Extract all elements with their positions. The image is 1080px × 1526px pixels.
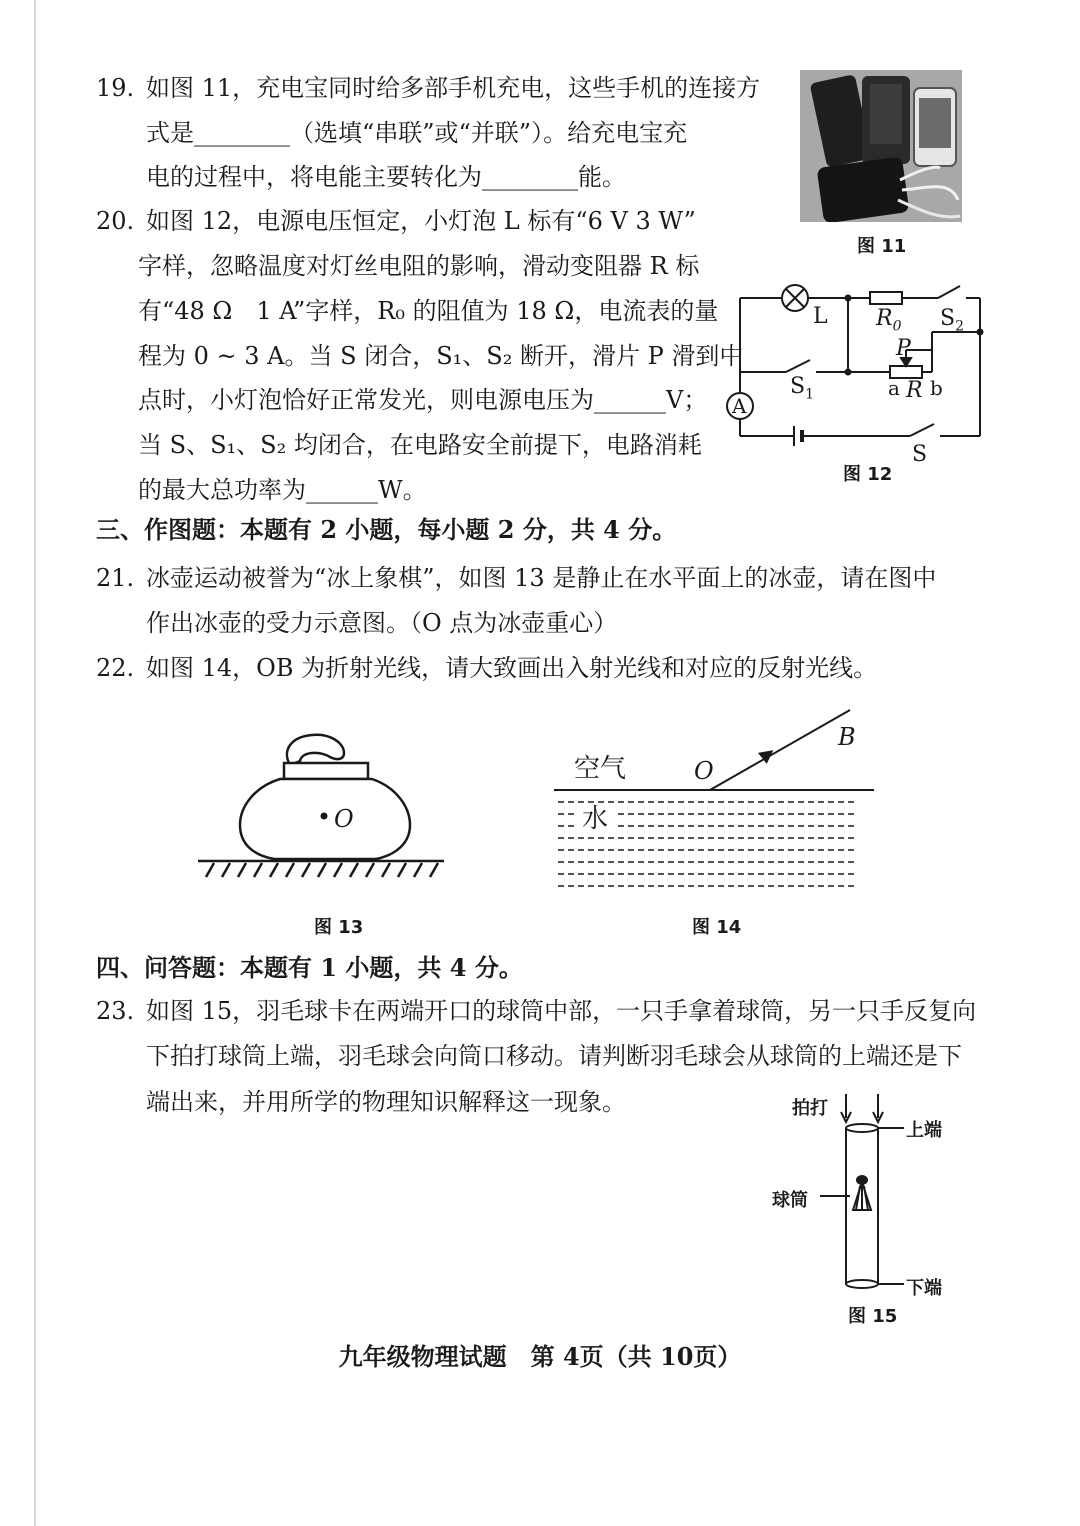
figure-11-photo bbox=[800, 70, 962, 222]
page-footer: 九年级物理试题 第 4页（共 10页） bbox=[338, 1342, 742, 1371]
question-line: 如图 14，OB 为折射光线，请大致画出入射光线和对应的反射光线。 bbox=[146, 654, 878, 682]
question-line: 式是________（选填“串联”或“并联”）。给充电宝充 bbox=[146, 119, 688, 147]
figure-14-caption: 图 14 bbox=[692, 917, 742, 938]
resistor-r0-icon bbox=[870, 292, 902, 304]
question-number: 21. bbox=[96, 564, 135, 592]
label-r0: $R_0$ bbox=[876, 306, 902, 335]
question-line: 如图 12，电源电压恒定，小灯泡 L 标有“6 V 3 W” bbox=[146, 207, 696, 235]
question-line: 端出来，并用所学的物理知识解释这一现象。 bbox=[146, 1088, 626, 1116]
question-number: 23. bbox=[96, 997, 135, 1025]
question-line: 如图 11，充电宝同时给多部手机充电，这些手机的连接方 bbox=[146, 74, 761, 102]
label-ammeter-A: A bbox=[732, 394, 747, 418]
question-line: 下拍打球筒上端，羽毛球会向筒口移动。请判断羽毛球会从球筒的上端还是下 bbox=[146, 1042, 962, 1070]
figure-11-caption: 图 11 bbox=[857, 236, 907, 257]
label-rheostat-R: R bbox=[906, 378, 923, 403]
question-line: 如图 15，羽毛球卡在两端开口的球筒中部，一只手拿着球筒，另一只手反复向 bbox=[146, 997, 977, 1025]
question-line: 有“48 Ω 1 A”字样，R₀ 的阻值为 18 Ω，电流表的量 bbox=[138, 297, 719, 325]
label-a: a bbox=[888, 376, 900, 400]
label-switch-S: S bbox=[912, 442, 928, 467]
question-number: 19. bbox=[96, 74, 135, 102]
question-line: 程为 0 ~ 3 A。当 S 闭合，S₁、S₂ 断开，滑片 P 滑到中 bbox=[138, 342, 744, 370]
label-center-O: O bbox=[334, 805, 354, 833]
question-number: 20. bbox=[96, 207, 135, 235]
label-water: 水 bbox=[582, 804, 609, 834]
label-hit: 拍打 bbox=[792, 1098, 828, 1119]
label-b: b bbox=[930, 376, 943, 400]
label-air: 空气 bbox=[574, 754, 627, 784]
question-line: 当 S、S₁、S₂ 均闭合，在电路安全前提下，电路消耗 bbox=[138, 431, 702, 459]
question-line: 冰壶运动被誉为“冰上象棋”，如图 13 是静止在水平面上的冰壶，请在图中 bbox=[146, 564, 937, 592]
figure-14-refraction bbox=[550, 700, 880, 900]
section-3-heading: 三、作图题：本题有 2 小题，每小题 2 分，共 4 分。 bbox=[96, 515, 677, 544]
label-point-B: B bbox=[838, 723, 856, 751]
question-line: 字样，忽略温度对灯丝电阻的影响，滑动变阻器 R 标 bbox=[138, 252, 700, 280]
figure-15-caption: 图 15 bbox=[848, 1306, 898, 1327]
label-slider-p: P bbox=[896, 336, 911, 361]
question-number: 22. bbox=[96, 654, 135, 682]
figure-13-caption: 图 13 bbox=[314, 917, 364, 938]
label-point-O: O bbox=[694, 757, 714, 785]
label-bottom-end: 下端 bbox=[906, 1278, 942, 1299]
figure-12-caption: 图 12 bbox=[843, 464, 893, 485]
question-line: 的最大总功率为______W。 bbox=[138, 476, 427, 504]
label-lamp-L: L bbox=[813, 304, 828, 329]
figure-13-curling-stone bbox=[190, 725, 450, 885]
section-4-heading: 四、问答题：本题有 1 小题，共 4 分。 bbox=[96, 953, 523, 982]
label-s2: $S_2$ bbox=[940, 306, 964, 335]
label-tube: 球筒 bbox=[772, 1190, 808, 1211]
page-left-edge bbox=[34, 0, 36, 1526]
question-line: 电的过程中，将电能主要转化为________能。 bbox=[146, 163, 626, 191]
label-top-end: 上端 bbox=[906, 1120, 942, 1141]
question-line: 作出冰壶的受力示意图。（O 点为冰壶重心） bbox=[146, 609, 618, 637]
label-s1: $S_1$ bbox=[790, 374, 814, 403]
question-line: 点时，小灯泡恰好正常发光，则电源电压为______V； bbox=[138, 386, 708, 414]
